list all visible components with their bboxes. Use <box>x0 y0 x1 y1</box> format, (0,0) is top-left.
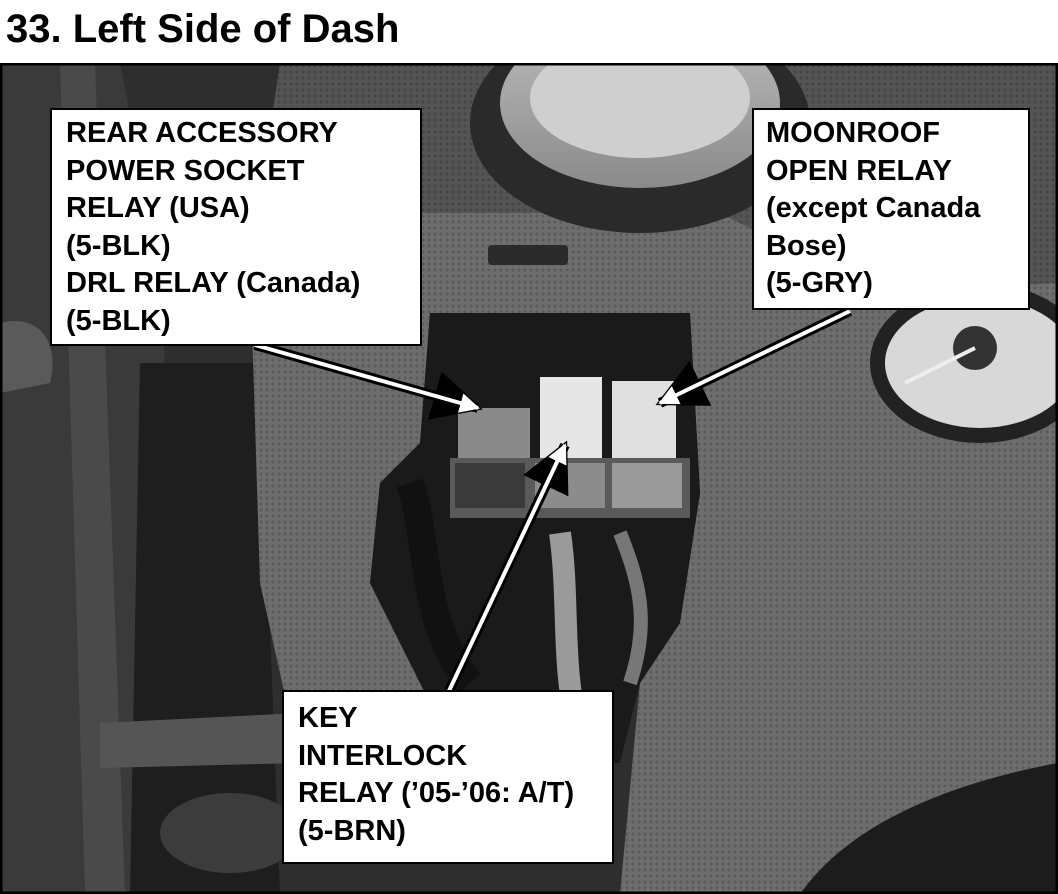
callout-line: REAR ACCESSORY <box>66 117 338 149</box>
callout-line: (5-BLK) <box>66 229 171 262</box>
callout-key-interlock-relay <box>282 690 614 864</box>
callout-line: RELAY (USA) <box>66 192 250 224</box>
callout-line: Bose) <box>766 229 847 262</box>
callout-line: (except Canada <box>766 192 981 224</box>
callout-rear-accessory-relay <box>50 108 422 346</box>
callout-line: (5-GRY) <box>766 267 873 299</box>
callout-line: (5-BRN) <box>298 814 406 847</box>
dashboard-photo <box>0 63 1058 894</box>
callout-line: POWER SOCKET <box>66 154 305 187</box>
callout-line: DRL RELAY (Canada) <box>66 267 361 299</box>
callout-line: (5-BLK) <box>66 304 171 337</box>
callout-line: RELAY (’05-’06: A/T) <box>298 777 575 809</box>
callout-line: MOONROOF <box>766 117 940 149</box>
callout-line: OPEN RELAY <box>766 154 952 187</box>
page-title: 33. Left Side of Dash <box>6 7 400 51</box>
callout-line: KEY <box>298 702 358 734</box>
callout-line: INTERLOCK <box>298 739 468 772</box>
callout-moonroof-relay <box>752 108 1030 310</box>
